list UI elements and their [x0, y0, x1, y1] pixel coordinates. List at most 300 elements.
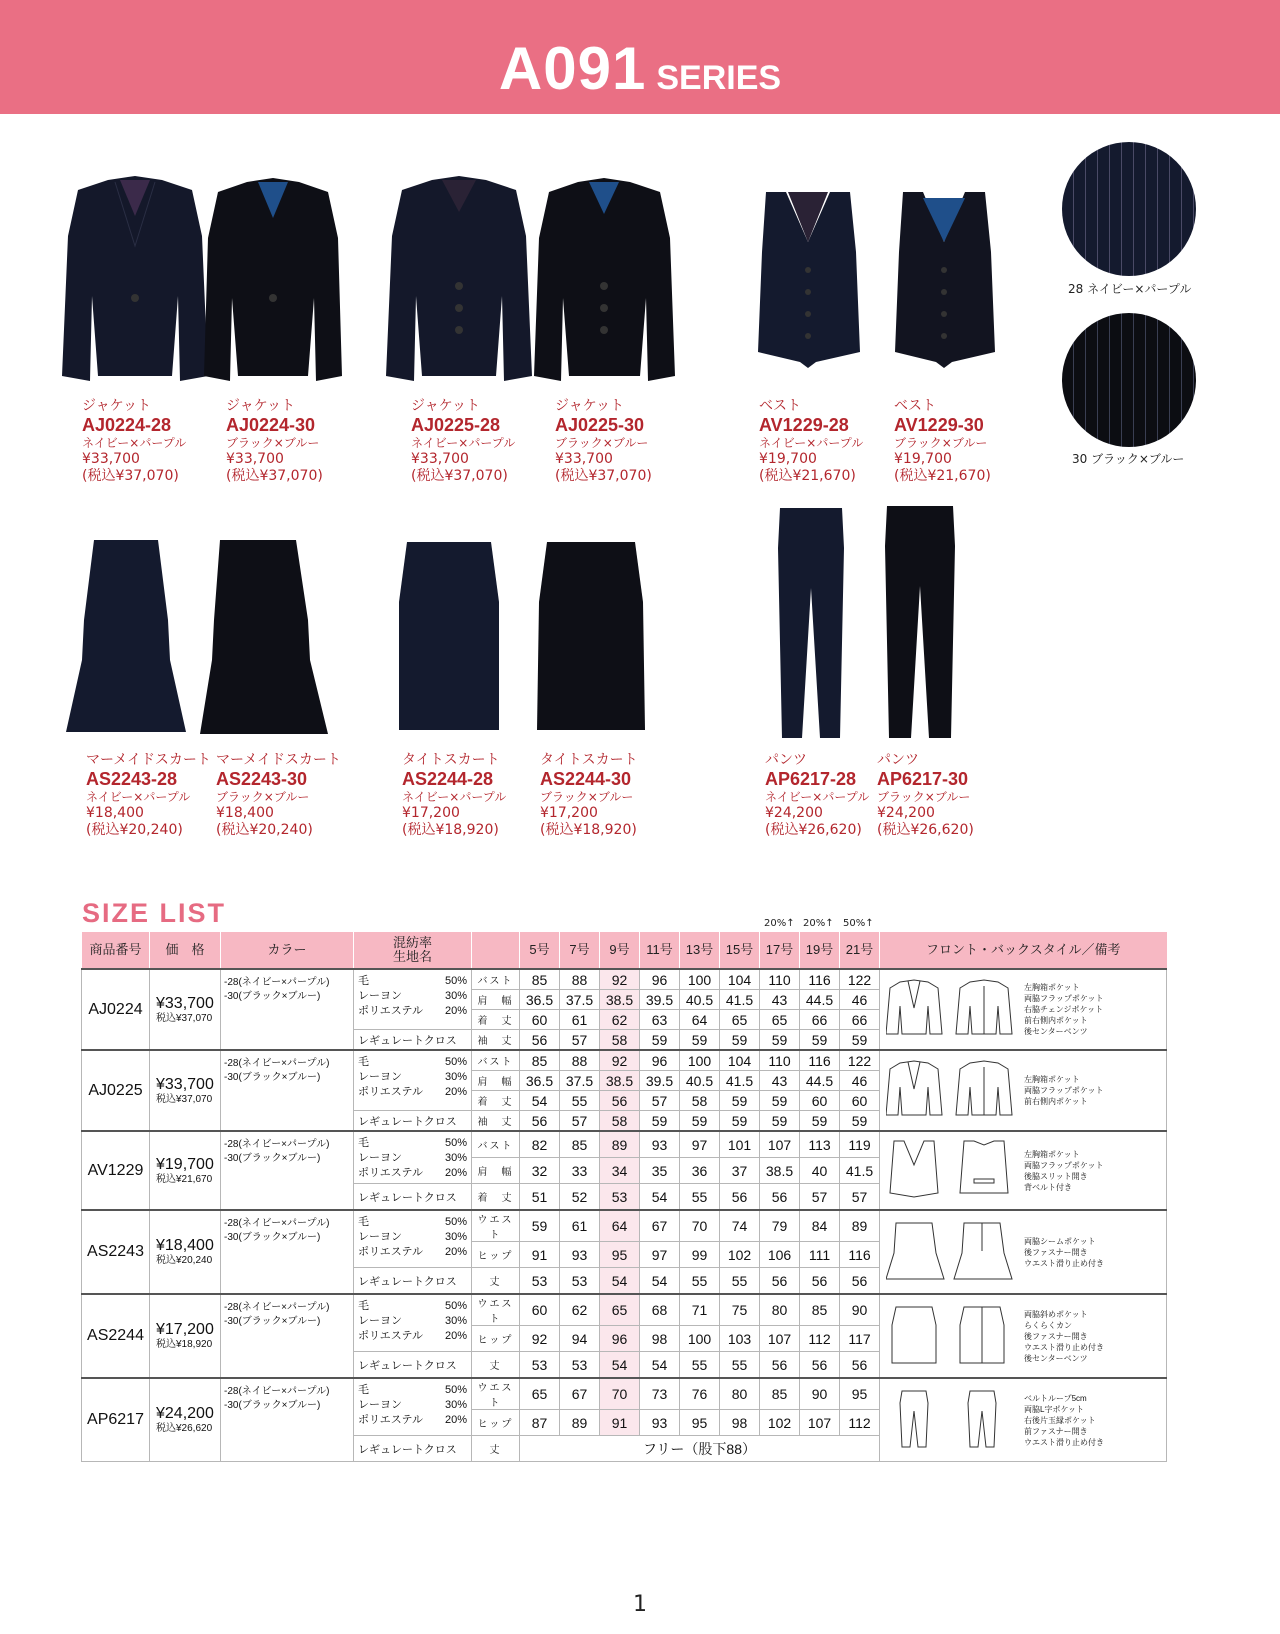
size-value: 57	[800, 1184, 840, 1211]
product-tax-price: (税込¥37,070)	[411, 468, 508, 484]
size-value: 53	[560, 1352, 600, 1379]
size-value: 95	[840, 1378, 880, 1410]
size-value: 85	[520, 1050, 560, 1071]
size-row	[82, 969, 1167, 990]
item-code: AV1229	[82, 1131, 150, 1210]
size-value: 80	[760, 1294, 800, 1326]
swatch-30-black-blue	[1062, 313, 1196, 447]
size-value: 96	[640, 1050, 680, 1071]
note-line: ウエスト滑り止め付き	[1024, 1437, 1104, 1447]
product-price: ¥19,700	[759, 451, 817, 467]
product-color: ブラック×ブルー	[555, 436, 649, 450]
size-value: 55	[680, 1184, 720, 1211]
size-value: 59	[800, 1030, 840, 1051]
item-materials	[354, 1210, 472, 1268]
size-value: 40.5	[680, 990, 720, 1010]
size-value: 39.5	[640, 1071, 680, 1091]
size-value: 80	[720, 1378, 760, 1410]
item-colors	[221, 1294, 354, 1378]
product-aj0224-28	[82, 398, 186, 485]
note-line: 後センターベンツ	[1024, 1353, 1088, 1363]
size-value: 40.5	[680, 1071, 720, 1091]
measure-label: 肩 幅	[472, 990, 520, 1010]
size-value: 116	[840, 1242, 880, 1268]
product-aj0225-28	[411, 398, 515, 485]
size-value: 59	[800, 1111, 840, 1132]
size-value: 56	[760, 1268, 800, 1295]
color-30: -30(ブラック×ブルー)	[224, 1400, 321, 1411]
vest-av1229-30-image	[893, 192, 996, 368]
jacket-aj0224-28-image	[60, 176, 210, 386]
size-value: 59	[760, 1030, 800, 1051]
size-value: 41.5	[840, 1158, 880, 1184]
note-line: ベルトループ5cm	[1024, 1393, 1087, 1403]
product-tax-price: (税込¥21,670)	[759, 468, 856, 484]
size-value: 107	[760, 1326, 800, 1352]
series-subtitle: SERIES	[656, 59, 782, 97]
product-color: ブラック×ブルー	[226, 436, 320, 450]
product-tax-price: (税込¥26,620)	[877, 822, 974, 838]
size-value: 75	[720, 1294, 760, 1326]
size-value: 100	[680, 1326, 720, 1352]
swatch-30-label: 30 ブラック×ブルー	[1072, 452, 1185, 466]
item-notes	[880, 1210, 1167, 1294]
product-tax-price: (税込¥21,670)	[894, 468, 991, 484]
product-price: ¥33,700	[555, 451, 613, 467]
material-wool: 毛	[358, 1300, 369, 1312]
size-value: 43	[760, 1071, 800, 1091]
color-28: -28(ネイビー×パープル)	[224, 1058, 330, 1069]
size-value: 56	[600, 1091, 640, 1111]
item-notes	[880, 1294, 1167, 1378]
product-price: ¥24,200	[765, 805, 823, 821]
note-line: 前ファスナー開き	[1024, 1426, 1088, 1436]
size-value: 55	[560, 1091, 600, 1111]
header-material: 混紡率 生地名	[354, 932, 472, 969]
size-value: 89	[560, 1410, 600, 1436]
size-value: 65	[600, 1294, 640, 1326]
header-size: 7号	[560, 932, 600, 969]
size-value: 93	[640, 1410, 680, 1436]
color-30: -30(ブラック×ブルー)	[224, 991, 321, 1002]
size-value: 90	[800, 1378, 840, 1410]
item-colors	[221, 1210, 354, 1294]
item-price-value: ¥17,200	[156, 1321, 214, 1338]
product-category: マーメイドスカート	[86, 752, 211, 768]
size-value: 107	[800, 1410, 840, 1436]
note-line: ウエスト滑り止め付き	[1024, 1342, 1104, 1352]
size-value: 62	[560, 1294, 600, 1326]
material-poly-pct: 20%	[444, 1167, 467, 1179]
item-price-tax: 税込¥37,070	[156, 1012, 213, 1024]
size-value: 43	[760, 990, 800, 1010]
size-value: 93	[640, 1131, 680, 1158]
pct-label-21: 50%↑	[843, 918, 874, 929]
size-value: 90	[840, 1294, 880, 1326]
pants-ap6217-30-image	[883, 506, 957, 740]
product-tax-price: (税込¥26,620)	[765, 822, 862, 838]
size-value: 104	[720, 1050, 760, 1071]
product-code: AJ0224-30	[226, 415, 316, 435]
size-value: 98	[720, 1410, 760, 1436]
item-notes	[880, 1378, 1167, 1462]
size-value: 63	[640, 1010, 680, 1030]
style-sketch-icon	[886, 1305, 1016, 1368]
header-size: 11号	[640, 932, 680, 969]
vest-av1229-28-image	[756, 192, 861, 368]
size-value: 34	[600, 1158, 640, 1184]
product-price: ¥18,400	[86, 805, 144, 821]
size-value: 64	[680, 1010, 720, 1030]
size-value: 56	[520, 1111, 560, 1132]
header-size: 19号	[800, 932, 840, 969]
size-value: 67	[640, 1210, 680, 1242]
size-value: 37.5	[560, 1071, 600, 1091]
pct-label-17: 20%↑	[764, 918, 795, 929]
size-value: 112	[840, 1410, 880, 1436]
material-poly-pct: 20%	[444, 1246, 467, 1258]
size-value: 44.5	[800, 1071, 840, 1091]
measure-label: 袖 丈	[472, 1030, 520, 1051]
size-value: 56	[720, 1184, 760, 1211]
size-value: 97	[680, 1131, 720, 1158]
product-code: AJ0225-28	[411, 415, 501, 435]
product-code: AJ0224-28	[82, 415, 172, 435]
product-color: ネイビー×パープル	[759, 436, 864, 450]
size-value: 62	[600, 1010, 640, 1030]
color-30: -30(ブラック×ブルー)	[224, 1316, 321, 1327]
note-line: 左胸箱ポケット	[1024, 1075, 1080, 1084]
size-value: 92	[600, 1050, 640, 1071]
jacket-aj0224-30-image	[202, 178, 344, 386]
note-line: らくらくカン	[1024, 1320, 1072, 1330]
size-value: 41.5	[720, 990, 760, 1010]
product-category: ジャケット	[82, 398, 152, 414]
header-code: 商品番号	[82, 932, 150, 969]
product-category: ジャケット	[555, 398, 625, 414]
note-line: 背ベルト付き	[1024, 1182, 1072, 1192]
product-code: AS2243-30	[216, 769, 308, 789]
product-price: ¥17,200	[540, 805, 598, 821]
item-price-value: ¥24,200	[156, 1405, 214, 1422]
material-rayon: レーヨン	[358, 990, 402, 1002]
header-size: 15号	[720, 932, 760, 969]
product-code: AV1229-28	[759, 415, 849, 435]
fabric-name: レギュレートクロス	[354, 1184, 472, 1211]
material-poly-pct: 20%	[444, 1005, 467, 1017]
material-poly-pct: 20%	[444, 1414, 467, 1426]
item-materials	[354, 1050, 472, 1111]
material-poly: ポリエステル	[358, 1005, 424, 1017]
product-color: ネイビー×パープル	[411, 436, 516, 450]
size-value: 41.5	[720, 1071, 760, 1091]
size-value: 113	[800, 1131, 840, 1158]
skirt-as2243-28-image	[66, 540, 186, 736]
material-wool: 毛	[358, 1216, 369, 1228]
header-size: 17号	[760, 932, 800, 969]
item-code: AJ0225	[82, 1050, 150, 1131]
size-row	[82, 1210, 1167, 1242]
fabric-name: レギュレートクロス	[354, 1268, 472, 1295]
size-value: 66	[800, 1010, 840, 1030]
style-sketch-icon	[886, 1059, 1016, 1122]
size-value: 66	[840, 1010, 880, 1030]
size-value: 59	[760, 1091, 800, 1111]
measure-label: 丈	[472, 1436, 520, 1462]
product-as2243-30	[216, 752, 341, 839]
item-price	[150, 1294, 221, 1378]
color-28: -28(ネイビー×パープル)	[224, 1139, 330, 1150]
measure-label: ウエスト	[472, 1210, 520, 1242]
size-value: 73	[640, 1378, 680, 1410]
size-value: 102	[720, 1242, 760, 1268]
size-value: 59	[720, 1091, 760, 1111]
size-value: 67	[560, 1378, 600, 1410]
item-price-value: ¥18,400	[156, 1237, 214, 1254]
color-28: -28(ネイビー×パープル)	[224, 1218, 330, 1229]
size-list-header	[82, 932, 1167, 969]
size-value: 55	[680, 1268, 720, 1295]
size-value: 110	[760, 969, 800, 990]
item-price	[150, 1210, 221, 1294]
item-colors	[221, 1131, 354, 1210]
size-value: 87	[520, 1410, 560, 1436]
note-line: 前右側内ポケット	[1024, 1016, 1088, 1025]
item-materials	[354, 969, 472, 1030]
size-value: 119	[840, 1131, 880, 1158]
material-rayon-pct: 30%	[444, 1071, 467, 1083]
skirt-as2244-30-image	[535, 542, 647, 732]
note-line: 後ファスナー開き	[1024, 1247, 1088, 1257]
size-value: 88	[560, 1050, 600, 1071]
note-line: ウエスト滑り止め付き	[1024, 1258, 1104, 1268]
material-wool-pct: 50%	[444, 1300, 467, 1312]
material-rayon: レーヨン	[358, 1231, 402, 1243]
product-as2243-28	[86, 752, 211, 839]
material-rayon-pct: 30%	[444, 1315, 467, 1327]
product-category: タイトスカート	[540, 752, 638, 768]
size-value: 91	[600, 1410, 640, 1436]
item-notes	[880, 1131, 1167, 1210]
note-line: 両脇フラップポケット	[1024, 1160, 1104, 1170]
measure-free: フリー（股下88）	[520, 1436, 880, 1462]
note-line: 両脇フラップポケット	[1024, 994, 1104, 1003]
product-as2244-28	[402, 752, 506, 839]
size-value: 59	[720, 1111, 760, 1132]
material-rayon-pct: 30%	[444, 1231, 467, 1243]
size-value: 116	[800, 969, 840, 990]
item-price-tax: 税込¥37,070	[156, 1093, 213, 1105]
product-code: AJ0225-30	[555, 415, 645, 435]
size-row	[82, 1294, 1167, 1326]
size-value: 57	[640, 1091, 680, 1111]
header-color: カラー	[221, 932, 354, 969]
material-wool: 毛	[358, 1056, 369, 1068]
size-value: 54	[640, 1268, 680, 1295]
note-line: 両脇斜めポケット	[1024, 1309, 1088, 1319]
material-wool-pct: 50%	[444, 1056, 467, 1068]
measure-label: 着 丈	[472, 1010, 520, 1030]
size-value: 122	[840, 1050, 880, 1071]
color-30: -30(ブラック×ブルー)	[224, 1072, 321, 1083]
material-poly-pct: 20%	[444, 1330, 467, 1342]
item-price-tax: 税込¥20,240	[156, 1255, 213, 1266]
material-poly: ポリエステル	[358, 1414, 424, 1426]
swatch-28-label: 28 ネイビー×パープル	[1068, 282, 1192, 296]
size-value: 36.5	[520, 1071, 560, 1091]
item-colors	[221, 1378, 354, 1462]
note-line: 後脇スリット開き	[1024, 1171, 1088, 1181]
size-value: 117	[840, 1326, 880, 1352]
material-wool: 毛	[358, 975, 369, 987]
item-price	[150, 1050, 221, 1131]
measure-label: 丈	[472, 1268, 520, 1295]
item-materials	[354, 1378, 472, 1436]
size-value: 54	[600, 1268, 640, 1295]
size-value: 35	[640, 1158, 680, 1184]
size-value: 53	[520, 1352, 560, 1379]
style-sketch-icon	[886, 1221, 1016, 1284]
header-size: 9号	[600, 932, 640, 969]
size-value: 98	[640, 1326, 680, 1352]
product-tax-price: (税込¥37,070)	[555, 468, 652, 484]
measure-label: ヒップ	[472, 1410, 520, 1436]
product-price: ¥33,700	[226, 451, 284, 467]
color-30: -30(ブラック×ブルー)	[224, 1232, 321, 1243]
note-line: 両脇フラップポケット	[1024, 1086, 1104, 1095]
note-line: 左胸箱ポケット	[1024, 983, 1080, 992]
size-value: 53	[600, 1184, 640, 1211]
size-value: 37	[720, 1158, 760, 1184]
size-value: 44.5	[800, 990, 840, 1010]
product-code: AP6217-28	[765, 769, 857, 789]
size-value: 56	[520, 1030, 560, 1051]
product-price: ¥33,700	[82, 451, 140, 467]
size-value: 57	[840, 1184, 880, 1211]
product-category: パンツ	[765, 752, 807, 768]
size-value: 102	[760, 1410, 800, 1436]
material-wool-pct: 50%	[444, 1137, 467, 1149]
item-colors	[221, 969, 354, 1050]
product-category: マーメイドスカート	[216, 752, 341, 768]
product-tax-price: (税込¥18,920)	[540, 822, 637, 838]
measure-label: ウエスト	[472, 1294, 520, 1326]
size-value: 46	[840, 1071, 880, 1091]
size-value: 56	[760, 1352, 800, 1379]
product-price: ¥24,200	[877, 805, 935, 821]
size-value: 56	[800, 1352, 840, 1379]
swatch-28-navy-purple	[1062, 142, 1196, 276]
size-value: 68	[640, 1294, 680, 1326]
size-value: 112	[800, 1326, 840, 1352]
size-value: 60	[840, 1091, 880, 1111]
size-value: 59	[640, 1030, 680, 1051]
size-value: 59	[840, 1111, 880, 1132]
size-value: 54	[520, 1091, 560, 1111]
size-value: 99	[680, 1242, 720, 1268]
measure-label: 丈	[472, 1352, 520, 1379]
color-28: -28(ネイビー×パープル)	[224, 1386, 330, 1397]
note-line: 両脇L字ポケット	[1024, 1404, 1085, 1414]
size-value: 96	[600, 1326, 640, 1352]
size-value: 88	[560, 969, 600, 990]
material-rayon: レーヨン	[358, 1399, 402, 1411]
measure-label: ヒップ	[472, 1242, 520, 1268]
product-color: ブラック×ブルー	[216, 790, 310, 804]
size-value: 54	[600, 1352, 640, 1379]
product-ap6217-28	[765, 752, 869, 839]
color-30: -30(ブラック×ブルー)	[224, 1153, 321, 1164]
header-price: 価 格	[150, 932, 221, 969]
size-value: 92	[600, 969, 640, 990]
product-aj0224-30	[226, 398, 323, 485]
size-value: 116	[800, 1050, 840, 1071]
size-row	[82, 1378, 1167, 1410]
product-code: AP6217-30	[877, 769, 969, 789]
size-value: 111	[800, 1242, 840, 1268]
pct-label-19: 20%↑	[803, 918, 834, 929]
product-category: ベスト	[759, 398, 801, 414]
product-price: ¥17,200	[402, 805, 460, 821]
size-value: 74	[720, 1210, 760, 1242]
fabric-name: レギュレートクロス	[354, 1030, 472, 1051]
note-line: 左胸箱ポケット	[1024, 1149, 1080, 1159]
product-ap6217-30	[877, 752, 974, 839]
size-value: 65	[520, 1378, 560, 1410]
item-notes	[880, 969, 1167, 1050]
size-value: 85	[800, 1294, 840, 1326]
pants-ap6217-28-image	[776, 508, 846, 740]
product-tax-price: (税込¥37,070)	[82, 468, 179, 484]
material-poly: ポリエステル	[358, 1246, 424, 1258]
product-price: ¥19,700	[894, 451, 952, 467]
size-value: 103	[720, 1326, 760, 1352]
size-value: 55	[680, 1352, 720, 1379]
size-value: 36.5	[520, 990, 560, 1010]
material-poly: ポリエステル	[358, 1086, 424, 1098]
size-value: 92	[520, 1326, 560, 1352]
measure-label: バスト	[472, 1050, 520, 1071]
product-category: ジャケット	[411, 398, 481, 414]
size-value: 59	[680, 1030, 720, 1051]
size-value: 56	[840, 1268, 880, 1295]
size-value: 40	[800, 1158, 840, 1184]
size-value: 55	[720, 1268, 760, 1295]
measure-label: 肩 幅	[472, 1071, 520, 1091]
style-sketch-icon	[886, 1389, 1016, 1452]
item-price-value: ¥33,700	[156, 1075, 214, 1093]
size-value: 37.5	[560, 990, 600, 1010]
size-value: 93	[560, 1242, 600, 1268]
item-colors	[221, 1050, 354, 1131]
size-value: 85	[560, 1131, 600, 1158]
material-rayon: レーヨン	[358, 1071, 402, 1083]
skirt-as2244-28-image	[395, 542, 503, 732]
series-title: A091	[498, 35, 647, 102]
size-list-title: SIZE LIST	[82, 898, 227, 928]
size-value: 71	[680, 1294, 720, 1326]
size-value: 85	[520, 969, 560, 990]
size-value: 57	[560, 1030, 600, 1051]
product-as2244-30	[540, 752, 638, 839]
color-28: -28(ネイビー×パープル)	[224, 1302, 330, 1313]
item-price-tax: 税込¥21,670	[156, 1173, 213, 1185]
size-value: 91	[520, 1242, 560, 1268]
product-price: ¥18,400	[216, 805, 274, 821]
size-row	[82, 1131, 1167, 1158]
size-value: 46	[840, 990, 880, 1010]
material-poly: ポリエステル	[358, 1330, 424, 1342]
